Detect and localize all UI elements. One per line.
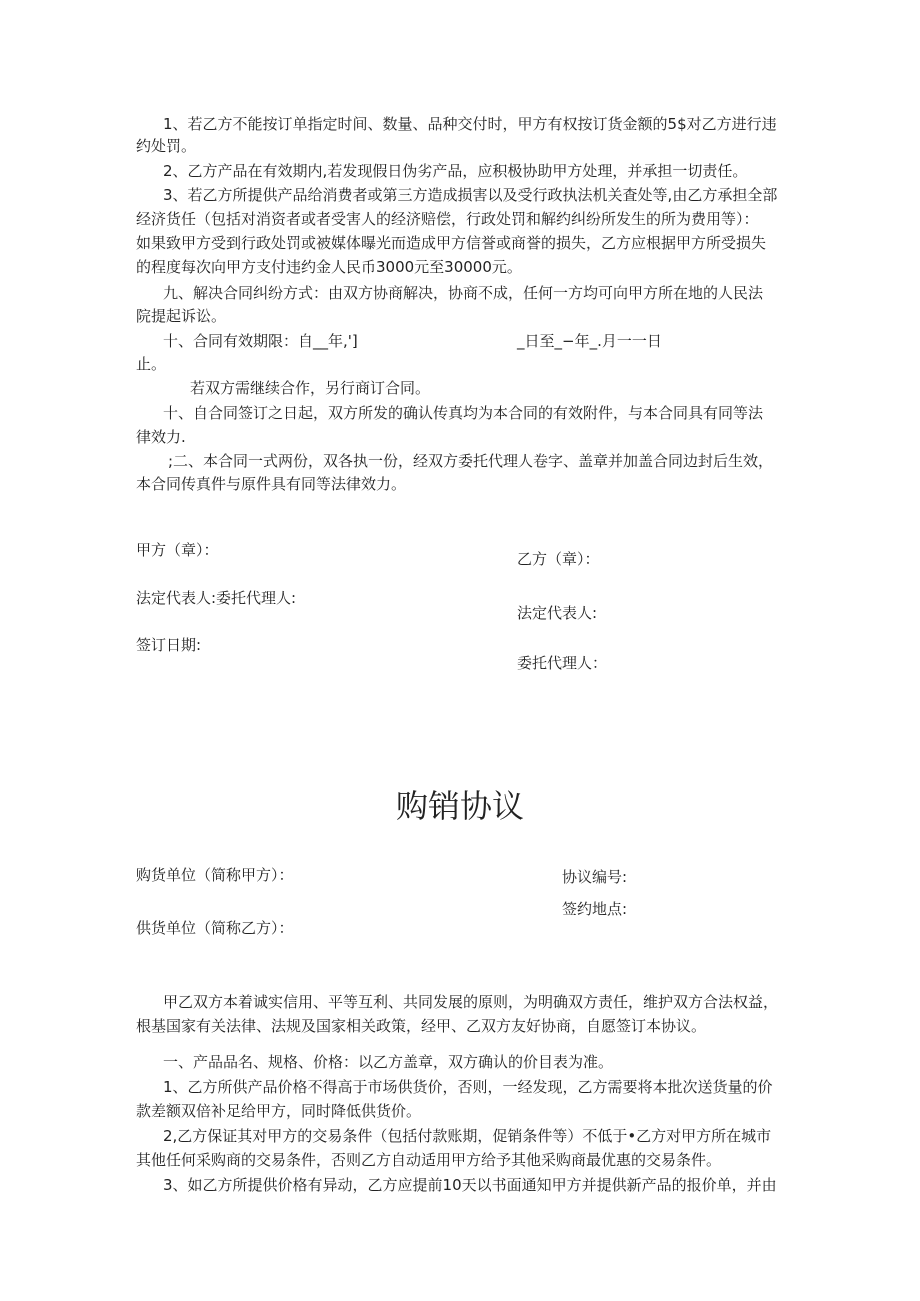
party-b-seal-label: 乙方（章）： — [517, 550, 600, 568]
party-b-representative-label: 法定代表人: — [517, 604, 598, 622]
party-a-seal-label: 甲方（章）： — [136, 541, 219, 559]
supplier-label: 供货单位（简称乙方）： — [136, 919, 294, 937]
clause-liability-line4: 的程度每次向甲方支付违约金人民币3000元至30000元。 — [136, 258, 522, 276]
section-product-p2-line2: 其他任何采购商的交易条件，否则乙方自动适用甲方给予其他采购商最优惠的交易条件。 — [136, 1151, 722, 1169]
clause-dispute-line2: 院提起诉讼。 — [136, 307, 227, 325]
party-b-agent-label: 委托代理人： — [517, 654, 608, 672]
section-product-p2-line1: 2,乙方保证其对甲方的交易条件（包括付款账期，促销条件等）不低于•乙方对甲方所在城市 — [163, 1127, 772, 1145]
clause-liability-line3: 如果致甲方受到行政处罚或被媒体曝光而造成甲方信誉或商誉的损失，乙方应根据甲方所受损失 — [136, 234, 767, 252]
clause-term-renewal: 若双方需继续合作，另行商订合同。 — [190, 379, 431, 397]
clause-penalty-line1: 1、若乙方不能按订单指定时间、数量、品种交付时，甲方有权按订货金额的5$对乙方进行违 — [163, 115, 777, 133]
intro-line2: 根基国家有关法律、法规及国家相关政策，经甲、乙双方友好协商，自愿签订本协议。 — [136, 1017, 707, 1035]
clause-dispute-line1: 九、解决合同纠纷方式：由双方协商解决，协商不成，任何一方均可向甲方所在地的人民法 — [163, 284, 764, 302]
clause-term-stop: 止。 — [136, 355, 167, 373]
clause-quality-line1: 2、乙方产品在有效期内,若发现假日伪劣产品，应积极协助甲方处理，并承担一切责任。 — [163, 162, 748, 180]
clause-term-end: _日至_−年_.月一一日 — [517, 332, 662, 350]
clause-copies-line1: ;二、本合同一式两份，双各执一份，经双方委托代理人卷字、盖章并加盖合同边封后生效， — [168, 452, 774, 470]
clause-copies-line2: 本合同传真件与原件具有同等法律效力。 — [136, 475, 407, 493]
clause-liability-line1: 3、若乙方所提供产品给消费者或第三方造成损害以及受行政执法机关査处等,由乙方承担全部 — [163, 186, 778, 204]
clause-penalty-line2: 约处罚。 — [136, 137, 197, 155]
section-product-p3-line1: 3、如乙方所提供价格有异动，乙方应提前10天以书面通知甲方并提供新产品的报价单，并由 — [163, 1176, 777, 1194]
agreement-number-label: 协议编号: — [562, 868, 628, 886]
clause-liability-line2: 经济货任（包括对消资者或者受害人的经济赔偿，行政处罚和解约纠纷所发生的所为费用等）： — [136, 210, 759, 228]
section-product-p1-line2: 款差额双倍补足给甲方，同时降低供货价。 — [136, 1102, 422, 1120]
sign-date-label: 签订日期: — [136, 636, 202, 654]
clause-term-start: 十、合同有效期限：自__年,'] — [163, 332, 358, 350]
clause-fax-line1: 十、自合同签订之日起，双方所发的确认传真均为本合同的有效附件，与本合同具有同等法 — [163, 404, 764, 422]
clause-fax-line2: 律效力. — [136, 428, 186, 446]
agreement-title: 购销协议 — [395, 787, 524, 825]
signing-place-label: 签约地点: — [562, 900, 628, 918]
section-product-title: 一、产品品名、规格、价格：以乙方盖章，双方确认的价目表为准。 — [163, 1053, 614, 1071]
section-product-p1-line1: 1、乙方所供产品价格不得高于市场供货价，否则，一经发现，乙方需要将本批次送货量的价 — [163, 1078, 773, 1096]
buyer-label: 购货单位（简称甲方）： — [136, 866, 294, 884]
party-a-representative-label: 法定代表人:委托代理人: — [136, 589, 297, 607]
intro-line1: 甲乙双方本着诚实信用、平等互利、共同发展的原则，为明确双方责任，维护双方合法权益， — [163, 993, 779, 1011]
